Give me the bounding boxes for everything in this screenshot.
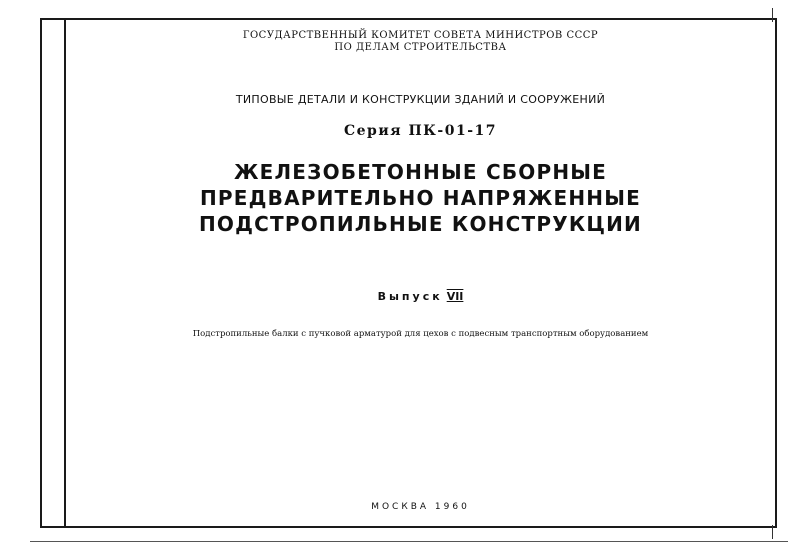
trim-mark-top-right [772, 8, 783, 22]
main-title-line-1: ЖЕЛЕЗОБЕТОННЫЕ СБОРНЫЕ [233, 160, 608, 184]
city-year: МОСКВА 1960 [371, 502, 470, 512]
committee-line-2: ПО ДЕЛАМ СТРОИТЕЛЬСТВА [334, 42, 507, 53]
main-title-line-3: ПОДСТРОПИЛЬНЫЕ КОНСТРУКЦИИ [198, 212, 643, 236]
committee-line-1: ГОСУДАРСТВЕННЫЙ КОМИТЕТ СОВЕТА МИНИСТРОВ СССР [242, 30, 599, 41]
issue-subtitle: Подстропильные балки с пучковой арматурой для цехов с подвесным транспортным оборудованием [192, 329, 649, 339]
issue-label: Выпуск [377, 290, 443, 303]
issue-number: VII [446, 290, 464, 303]
collection-title: ТИПОВЫЕ ДЕТАЛИ И КОНСТРУКЦИИ ЗДАНИЙ И СООРУЖЕНИЙ [235, 93, 606, 106]
main-title-line-2: ПРЕДВАРИТЕЛЬНО НАПРЯЖЕННЫЕ [199, 186, 642, 210]
series-label: Серия ПК-01-17 [344, 123, 497, 139]
bottom-trim-line [30, 541, 788, 542]
trim-mark-bottom-right [772, 525, 783, 539]
issue-label-group [64, 290, 777, 303]
